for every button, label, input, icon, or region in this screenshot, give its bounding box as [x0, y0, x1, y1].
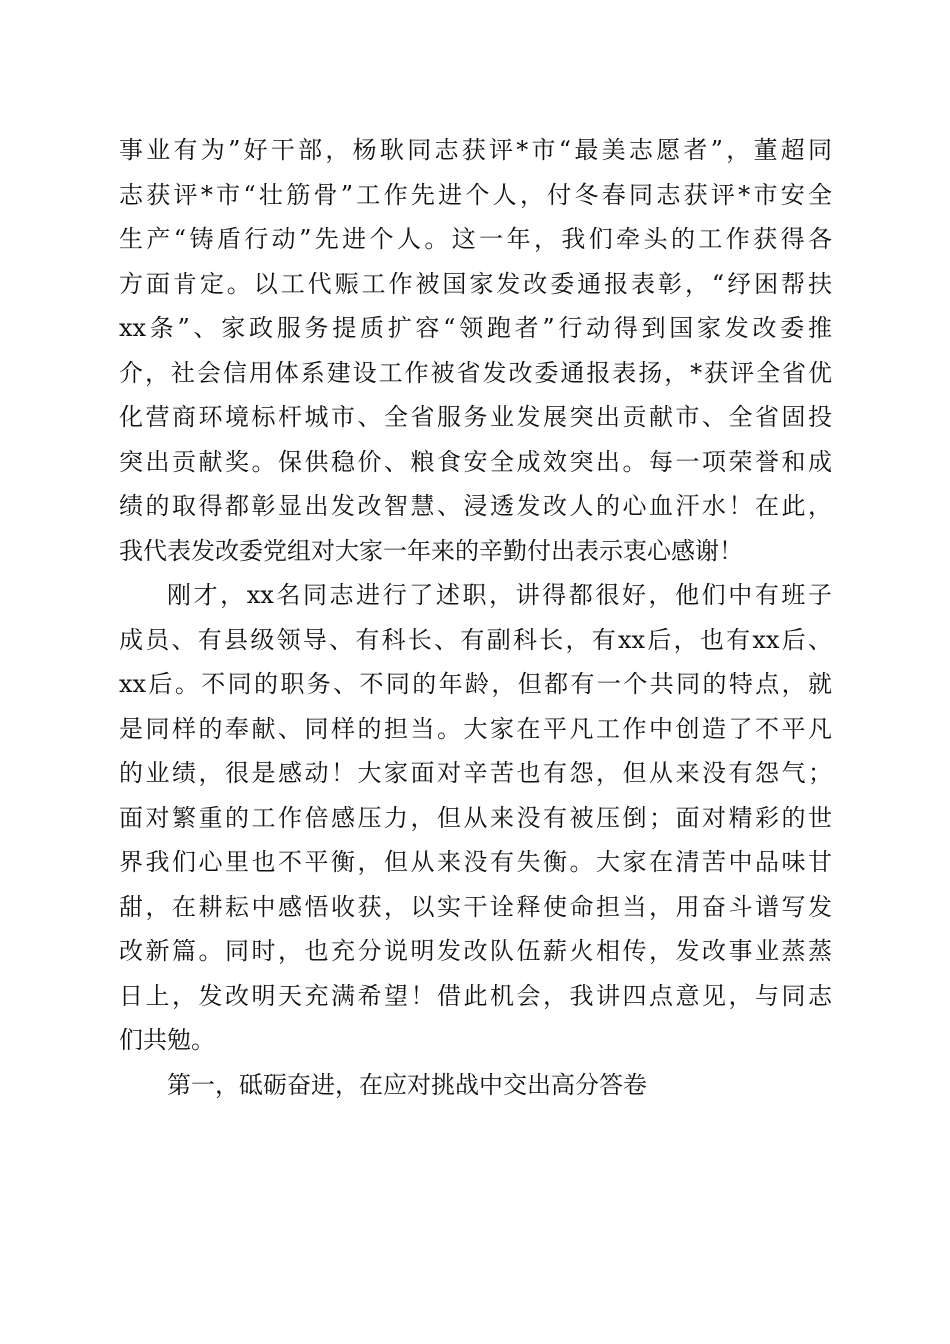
text-line: 绩的取得都彰显出发改智慧、浸透发改人的心血汗水！在此，	[119, 492, 832, 520]
text-line: 成员、有县级领导、有科长、有副科长，有xx后，也有xx后、	[119, 625, 832, 654]
text-line: 日上，发改明天充满希望！借此机会，我讲四点意见，与同志	[119, 981, 832, 1010]
text-line: 方面肯定。以工代赈工作被国家发改委通报表彰，“纾困帮扶	[119, 269, 832, 298]
paragraph-reports	[119, 573, 832, 1063]
text-line: 们共勉。	[119, 1026, 215, 1054]
text-line: 界我们心里也不平衡，但从来没有失衡。大家在清苦中品味甘	[119, 848, 832, 876]
paragraph-honors	[119, 128, 832, 573]
text-line: 志获评*市“壮筋骨”工作先进个人，付冬春同志获评*市安全	[119, 180, 832, 209]
text-line: 事业有为”好干部，杨耿同志获评*市“最美志愿者”，董超同	[119, 136, 832, 164]
text-line: 突出贡献奖。保供稳价、粮食安全成效突出。每一项荣誉和成	[119, 447, 832, 476]
text-line: 介，社会信用体系建设工作被省发改委通报表扬，*获评全省优	[119, 358, 832, 387]
text-line: 是同样的奉献、同样的担当。大家在平凡工作中创造了不平凡	[119, 714, 832, 743]
text-line: xx后。不同的职务、不同的年龄，但都有一个共同的特点，就	[119, 670, 832, 698]
text-line: 甜，在耕耘中感悟收获，以实干诠释使命担当，用奋斗谱写发	[119, 892, 832, 921]
text-line: 生产“铸盾行动”先进个人。这一年，我们牵头的工作获得各	[119, 225, 832, 253]
text-line: 化营商环境标杆城市、全省服务业发展突出贡献市、全省固投	[119, 403, 832, 431]
text-line: xx条”、家政服务提质扩容“领跑者”行动得到国家发改委推	[119, 314, 832, 342]
text-line: 我代表发改委党组对大家一年来的辛勤付出表示衷心感谢！	[119, 536, 743, 565]
section-heading: 第一，砥砺奋进，在应对挑战中交出高分答卷	[167, 1070, 647, 1099]
document-body	[119, 128, 832, 1107]
text-line: 面对繁重的工作倍感压力，但从来没有被压倒；面对精彩的世	[119, 803, 832, 832]
text-line: 改新篇。同时，也充分说明发改队伍薪火相传，发改事业蒸蒸	[119, 937, 832, 965]
text-line: 的业绩，很是感动！大家面对辛苦也有怨，但从来没有怨气；	[119, 759, 832, 787]
text-line: 刚才，xx名同志进行了述职，讲得都很好，他们中有班子	[167, 581, 832, 609]
